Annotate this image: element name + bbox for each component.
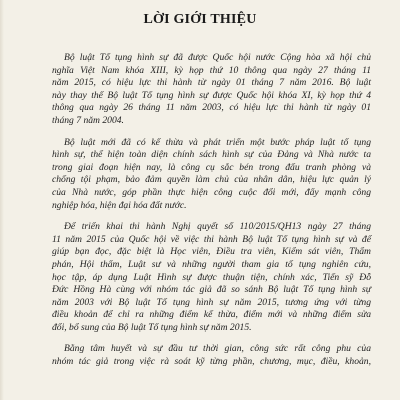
text-line: năm 2003 với Bộ luật Tố tụng hình sự năm 2015, tương ứng với từng [52, 296, 371, 308]
text-line: học tập, áp dụng Luật Hình sự được thuận tiện, chính xác, Tiến sỹ Đỗ [52, 271, 371, 283]
text-line: 11 năm 2015 của Quốc hội về việc thi hành Bộ luật Tố tụng hình sự và để [52, 233, 371, 245]
text-line: nghiệp hóa, hiện đại hóa đất nước. [52, 199, 187, 211]
text-line: Đức Hồng Hà cùng với nhóm tác giả đã so sánh Bộ luật Tố tụng hình sự [52, 284, 371, 296]
text-line: nghĩa Việt Nam khóa XIII, kỳ họp thứ 10 thông qua ngày 27 tháng 11 [52, 64, 371, 76]
text-line: Bằng tâm huyết và sự đầu tư thời gian, công sức rất công phu của [64, 343, 371, 355]
text-line: Để triển khai thi hành Nghị quyết số 110/2015/QH13 ngày 27 tháng [64, 221, 371, 233]
text-line: đổi, bổ sung của Bộ luật Tố tụng hình sự năm 2015. [52, 321, 252, 333]
paragraph-3 [40, 221, 371, 334]
text-line: Bộ luật mới đã có kế thừa và phát triển một bước pháp luật tố tụng [64, 136, 371, 148]
text-line: giúp bạn đọc, đặc biệt là Học viên, Điều tra viên, Kiểm sát viên, Thẩm [52, 246, 371, 258]
text-line: tháng 7 năm 2004. [52, 114, 124, 126]
text-line: điều khoản để chỉ ra những điểm kế thừa, điểm mới và những điểm sửa [52, 309, 371, 321]
document-body [40, 52, 371, 369]
paragraph-1 [40, 52, 371, 128]
text-line: nhóm tác giả trong việc rà soát kỹ từng phần, chương, mục, điều, khoản, [52, 356, 371, 368]
text-line: này thay thế Bộ luật Tố tụng hình sự được Quốc hội khóa XI, kỳ họp thứ 4 [52, 89, 371, 101]
page-edge-left [0, 0, 4, 400]
text-line: phán, Hội thẩm, Luật sư và những người tham gia tố tụng nghiên cứu, [52, 258, 371, 270]
text-line: hình sự, thể hiện toàn diện chính sách hình sự của Đảng và Nhà nước ta [52, 149, 371, 161]
text-line: năm 2015, có hiệu lực thi hành từ ngày 01 tháng 7 năm 2016. Bộ luật [52, 77, 371, 89]
text-line: của Nhà nước, góp phần thực hiện công cuộc đổi mới, đẩy mạnh công [52, 186, 371, 198]
page-title: LỜI GIỚI THIỆU [143, 12, 257, 27]
text-line: Bộ luật Tố tụng hình sự đã được Quốc hội nước Cộng hòa xã hội chủ [64, 52, 371, 63]
text-line: chống tội phạm, bảo đảm quyền làm chủ của nhân dân, hiệu lực quản lý [52, 174, 371, 186]
text-line: thông qua ngày 26 tháng 11 năm 2003, có hiệu lực thi hành từ ngày 01 [52, 102, 371, 114]
text-line: trong giai đoạn hiện nay, là công cụ sắc bén trong đấu tranh phòng và [52, 161, 371, 173]
paragraph-4 [40, 343, 371, 368]
paragraph-2 [40, 137, 371, 213]
